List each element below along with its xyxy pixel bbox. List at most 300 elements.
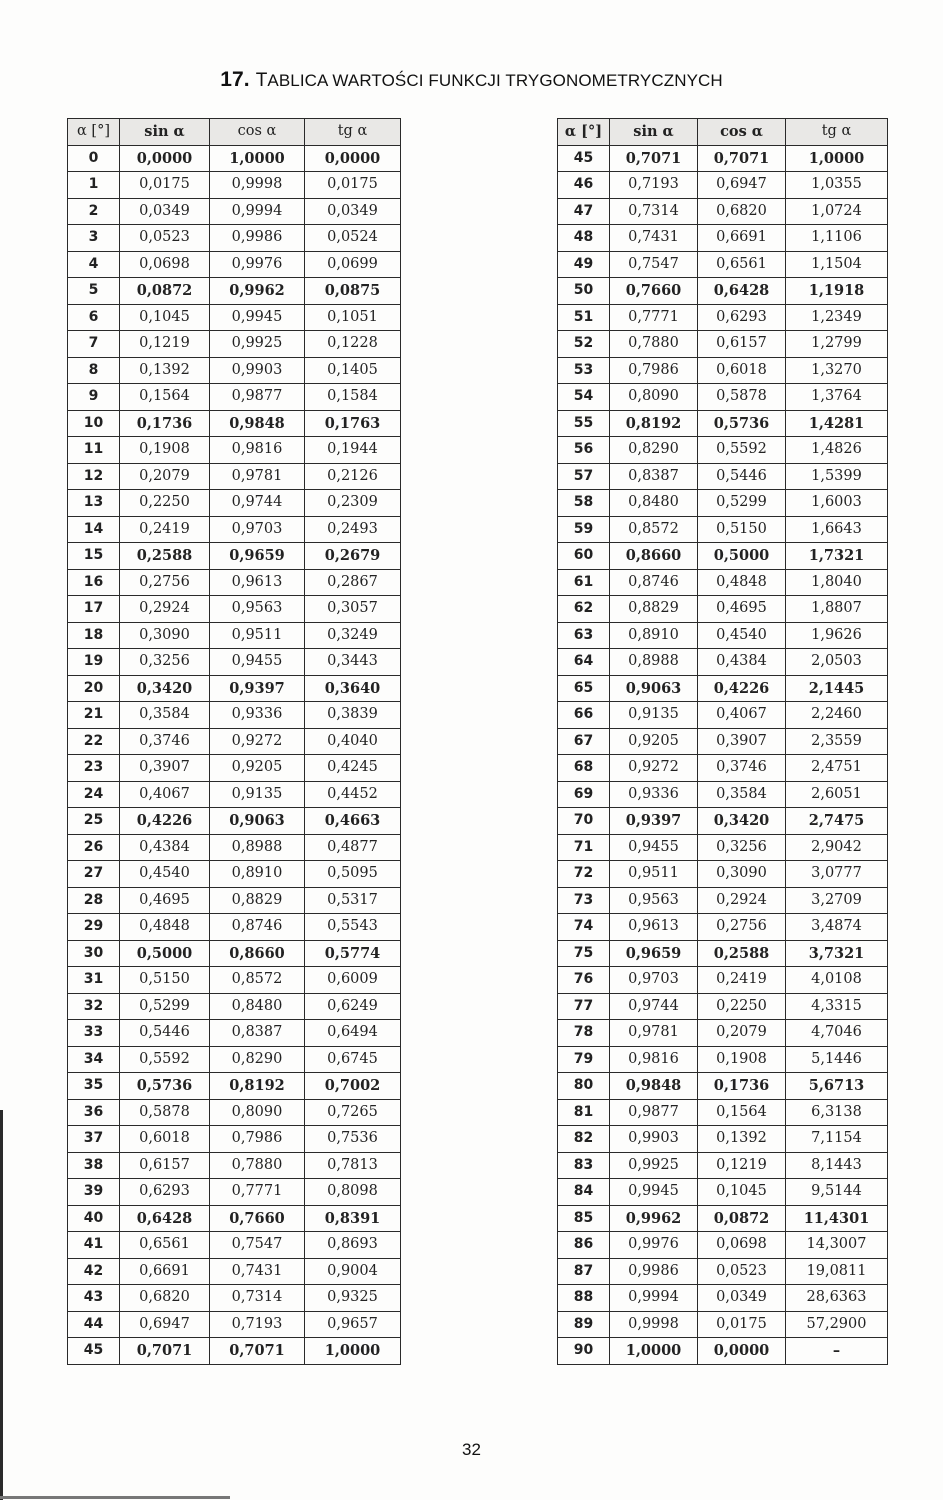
- sin-cell: 0,3746: [120, 728, 210, 755]
- sin-cell: 0,9511: [610, 861, 698, 888]
- tg-cell: 0,0349: [305, 198, 401, 225]
- cos-cell: 0,5446: [698, 463, 786, 490]
- tg-cell: 0,1584: [305, 384, 401, 411]
- cos-cell: 0,9945: [210, 304, 305, 331]
- cos-cell: 0,4226: [698, 675, 786, 702]
- tg-cell: 0,3443: [305, 649, 401, 676]
- cos-cell: 0,8090: [210, 1099, 305, 1126]
- table-row: [68, 1152, 401, 1179]
- cos-cell: 0,5592: [698, 437, 786, 464]
- angle-cell: 67: [558, 728, 610, 755]
- tg-cell: 1,6003: [786, 490, 888, 517]
- tg-cell: 3,0777: [786, 861, 888, 888]
- angle-cell: 59: [558, 516, 610, 543]
- cos-cell: 0,2924: [698, 887, 786, 914]
- cos-cell: 0,7314: [210, 1285, 305, 1312]
- tg-cell: –: [786, 1338, 888, 1365]
- table-row: [558, 172, 888, 199]
- tg-cell: 0,9325: [305, 1285, 401, 1312]
- table-row: [558, 1099, 888, 1126]
- tg-cell: 1,4826: [786, 437, 888, 464]
- sin-cell: 0,9877: [610, 1099, 698, 1126]
- table-header-row: [68, 119, 401, 146]
- table-row: [558, 781, 888, 808]
- sin-cell: 0,3584: [120, 702, 210, 729]
- tg-cell: 0,6494: [305, 1020, 401, 1047]
- tg-cell: 0,8693: [305, 1232, 401, 1259]
- cos-cell: 0,3907: [698, 728, 786, 755]
- table-row: [68, 1311, 401, 1338]
- tg-cell: 0,9004: [305, 1258, 401, 1285]
- angle-cell: 53: [558, 357, 610, 384]
- cos-cell: 0,4695: [698, 596, 786, 623]
- cos-cell: 0,7660: [210, 1205, 305, 1232]
- table-row: [558, 304, 888, 331]
- sin-cell: 0,9781: [610, 1020, 698, 1047]
- table-row: [68, 1179, 401, 1206]
- header-sin: sin α: [610, 119, 698, 146]
- sin-cell: 0,3256: [120, 649, 210, 676]
- tg-cell: 4,3315: [786, 993, 888, 1020]
- table-row: [558, 967, 888, 994]
- table-row: [68, 675, 401, 702]
- sin-cell: 0,7660: [610, 278, 698, 305]
- sin-cell: 0,5000: [120, 940, 210, 967]
- cos-cell: 0,5299: [698, 490, 786, 517]
- cos-cell: 0,8192: [210, 1073, 305, 1100]
- angle-cell: 10: [68, 410, 120, 437]
- cos-cell: 0,0698: [698, 1232, 786, 1259]
- tg-cell: 9,5144: [786, 1179, 888, 1206]
- angle-cell: 70: [558, 808, 610, 835]
- angle-cell: 21: [68, 702, 120, 729]
- sin-cell: 0,1045: [120, 304, 210, 331]
- cos-cell: 0,5150: [698, 516, 786, 543]
- tg-cell: 0,0000: [305, 145, 401, 172]
- angle-cell: 27: [68, 861, 120, 888]
- tg-cell: 7,1154: [786, 1126, 888, 1153]
- cos-cell: 0,9998: [210, 172, 305, 199]
- table-row: [558, 1020, 888, 1047]
- cos-cell: 0,8290: [210, 1046, 305, 1073]
- tg-cell: 1,9626: [786, 622, 888, 649]
- sin-cell: 0,9994: [610, 1285, 698, 1312]
- tg-cell: 0,0875: [305, 278, 401, 305]
- cos-cell: 1,0000: [210, 145, 305, 172]
- table-row: [68, 1020, 401, 1047]
- cos-cell: 0,9205: [210, 755, 305, 782]
- table-row: [558, 1179, 888, 1206]
- angle-cell: 69: [558, 781, 610, 808]
- header-cos: cos α: [210, 119, 305, 146]
- sin-cell: 0,9563: [610, 887, 698, 914]
- angle-cell: 61: [558, 569, 610, 596]
- sin-cell: 0,2924: [120, 596, 210, 623]
- cos-cell: 0,3090: [698, 861, 786, 888]
- sin-cell: 0,8290: [610, 437, 698, 464]
- table-row: [68, 781, 401, 808]
- sin-cell: 0,9986: [610, 1258, 698, 1285]
- tg-cell: 1,8040: [786, 569, 888, 596]
- sin-cell: 0,9848: [610, 1073, 698, 1100]
- cos-cell: 0,9903: [210, 357, 305, 384]
- tg-cell: 0,2126: [305, 463, 401, 490]
- angle-cell: 42: [68, 1258, 120, 1285]
- table-row: [68, 384, 401, 411]
- tg-cell: 0,7536: [305, 1126, 401, 1153]
- table-row: [558, 702, 888, 729]
- table-row: [558, 1073, 888, 1100]
- angle-cell: 33: [68, 1020, 120, 1047]
- tg-cell: 0,0699: [305, 251, 401, 278]
- sin-cell: 0,2419: [120, 516, 210, 543]
- tg-cell: 2,4751: [786, 755, 888, 782]
- sin-cell: 0,4067: [120, 781, 210, 808]
- tg-cell: 2,0503: [786, 649, 888, 676]
- sin-cell: 0,2079: [120, 463, 210, 490]
- table-row: [68, 596, 401, 623]
- cos-cell: 0,2079: [698, 1020, 786, 1047]
- table-row: [558, 1046, 888, 1073]
- angle-cell: 55: [558, 410, 610, 437]
- tg-cell: 0,1763: [305, 410, 401, 437]
- sin-cell: 0,5736: [120, 1073, 210, 1100]
- tg-cell: 0,4877: [305, 834, 401, 861]
- tg-cell: 1,4281: [786, 410, 888, 437]
- table-row: [68, 569, 401, 596]
- cos-cell: 0,9272: [210, 728, 305, 755]
- cos-cell: 0,1219: [698, 1152, 786, 1179]
- table-row: [558, 1285, 888, 1312]
- sin-cell: 0,7880: [610, 331, 698, 358]
- angle-cell: 77: [558, 993, 610, 1020]
- cos-cell: 0,6293: [698, 304, 786, 331]
- sin-cell: 0,7314: [610, 198, 698, 225]
- table-row: [68, 516, 401, 543]
- tg-cell: 0,3839: [305, 702, 401, 729]
- table-row: [68, 278, 401, 305]
- cos-cell: 0,7431: [210, 1258, 305, 1285]
- tg-cell: 0,1944: [305, 437, 401, 464]
- angle-cell: 35: [68, 1073, 120, 1100]
- sin-cell: 0,7071: [120, 1338, 210, 1365]
- header-sin: sin α: [120, 119, 210, 146]
- cos-cell: 0,9877: [210, 384, 305, 411]
- sin-cell: 0,9455: [610, 834, 698, 861]
- cos-cell: 0,9703: [210, 516, 305, 543]
- table-row: [68, 410, 401, 437]
- sin-cell: 0,2250: [120, 490, 210, 517]
- sin-cell: 0,0349: [120, 198, 210, 225]
- tg-cell: 1,1106: [786, 225, 888, 252]
- sin-cell: 0,2588: [120, 543, 210, 570]
- table-row: [558, 543, 888, 570]
- angle-cell: 80: [558, 1073, 610, 1100]
- angle-cell: 36: [68, 1099, 120, 1126]
- table-row: [68, 967, 401, 994]
- cos-cell: 0,8988: [210, 834, 305, 861]
- angle-cell: 2: [68, 198, 120, 225]
- sin-cell: 0,9976: [610, 1232, 698, 1259]
- sin-cell: 0,1219: [120, 331, 210, 358]
- angle-cell: 29: [68, 914, 120, 941]
- table-row: [558, 596, 888, 623]
- tg-cell: 11,4301: [786, 1205, 888, 1232]
- header-angle: α [°]: [558, 119, 610, 146]
- cos-cell: 0,9336: [210, 702, 305, 729]
- cos-cell: 0,7880: [210, 1152, 305, 1179]
- tg-cell: 4,0108: [786, 967, 888, 994]
- sin-cell: 0,3420: [120, 675, 210, 702]
- cos-cell: 0,9063: [210, 808, 305, 835]
- sin-cell: 0,5446: [120, 1020, 210, 1047]
- tg-cell: 0,2309: [305, 490, 401, 517]
- tg-cell: 0,0175: [305, 172, 401, 199]
- header-angle: α [°]: [68, 119, 120, 146]
- table-row: [558, 1258, 888, 1285]
- angle-cell: 39: [68, 1179, 120, 1206]
- angle-cell: 73: [558, 887, 610, 914]
- angle-cell: 16: [68, 569, 120, 596]
- tg-cell: 0,8391: [305, 1205, 401, 1232]
- angle-cell: 79: [558, 1046, 610, 1073]
- sin-cell: 0,6691: [120, 1258, 210, 1285]
- sin-cell: 0,3907: [120, 755, 210, 782]
- angle-cell: 9: [68, 384, 120, 411]
- table-row: [68, 331, 401, 358]
- tg-cell: 2,3559: [786, 728, 888, 755]
- cos-cell: 0,9455: [210, 649, 305, 676]
- angle-cell: 41: [68, 1232, 120, 1259]
- sin-cell: 0,8660: [610, 543, 698, 570]
- table-row: [558, 198, 888, 225]
- cos-cell: 0,4384: [698, 649, 786, 676]
- table-row: [558, 755, 888, 782]
- table-row: [68, 702, 401, 729]
- tg-cell: 3,2709: [786, 887, 888, 914]
- table-row: [68, 914, 401, 941]
- tg-cell: 0,2679: [305, 543, 401, 570]
- table-row: [558, 887, 888, 914]
- cos-cell: 0,0000: [698, 1338, 786, 1365]
- tg-cell: 14,3007: [786, 1232, 888, 1259]
- cos-cell: 0,8746: [210, 914, 305, 941]
- tg-cell: 0,4452: [305, 781, 401, 808]
- angle-cell: 89: [558, 1311, 610, 1338]
- table-row: [558, 569, 888, 596]
- angle-cell: 62: [558, 596, 610, 623]
- table-row: [558, 463, 888, 490]
- sin-cell: 0,6947: [120, 1311, 210, 1338]
- tg-cell: 2,1445: [786, 675, 888, 702]
- cos-cell: 0,6428: [698, 278, 786, 305]
- sin-cell: 0,8192: [610, 410, 698, 437]
- cos-cell: 0,2250: [698, 993, 786, 1020]
- sin-cell: 0,1908: [120, 437, 210, 464]
- tg-cell: 0,8098: [305, 1179, 401, 1206]
- tg-cell: 1,0724: [786, 198, 888, 225]
- tg-cell: 0,1405: [305, 357, 401, 384]
- sin-cell: 0,5150: [120, 967, 210, 994]
- cos-cell: 0,9848: [210, 410, 305, 437]
- table-row: [68, 834, 401, 861]
- sin-cell: 0,8829: [610, 596, 698, 623]
- table-row: [68, 145, 401, 172]
- angle-cell: 7: [68, 331, 120, 358]
- tg-cell: 0,3057: [305, 596, 401, 623]
- angle-cell: 57: [558, 463, 610, 490]
- table-row: [68, 490, 401, 517]
- angle-cell: 11: [68, 437, 120, 464]
- sin-cell: 0,0872: [120, 278, 210, 305]
- cos-cell: 0,9511: [210, 622, 305, 649]
- angle-cell: 28: [68, 887, 120, 914]
- sin-cell: 0,9945: [610, 1179, 698, 1206]
- angle-cell: 75: [558, 940, 610, 967]
- tg-cell: 28,6363: [786, 1285, 888, 1312]
- sin-cell: 0,7771: [610, 304, 698, 331]
- angle-cell: 17: [68, 596, 120, 623]
- sin-cell: 0,1564: [120, 384, 210, 411]
- tg-cell: 5,6713: [786, 1073, 888, 1100]
- cos-cell: 0,8829: [210, 887, 305, 914]
- angle-cell: 46: [558, 172, 610, 199]
- cos-cell: 0,1045: [698, 1179, 786, 1206]
- cos-cell: 0,6820: [698, 198, 786, 225]
- angle-cell: 47: [558, 198, 610, 225]
- table-row: [558, 1126, 888, 1153]
- angle-cell: 87: [558, 1258, 610, 1285]
- cos-cell: 0,3746: [698, 755, 786, 782]
- cos-cell: 0,7771: [210, 1179, 305, 1206]
- tg-cell: 0,6009: [305, 967, 401, 994]
- cos-cell: 0,4067: [698, 702, 786, 729]
- cos-cell: 0,9613: [210, 569, 305, 596]
- table-row: [68, 1338, 401, 1365]
- angle-cell: 19: [68, 649, 120, 676]
- table-row: [558, 278, 888, 305]
- tg-cell: 0,5095: [305, 861, 401, 888]
- table-row: [68, 172, 401, 199]
- cos-cell: 0,2419: [698, 967, 786, 994]
- tg-cell: 0,6249: [305, 993, 401, 1020]
- angle-cell: 25: [68, 808, 120, 835]
- angle-cell: 50: [558, 278, 610, 305]
- cos-cell: 0,7547: [210, 1232, 305, 1259]
- tg-cell: 0,0524: [305, 225, 401, 252]
- table-row: [68, 1073, 401, 1100]
- sin-cell: 0,7071: [610, 145, 698, 172]
- cos-cell: 0,9925: [210, 331, 305, 358]
- sin-cell: 0,8480: [610, 490, 698, 517]
- sin-cell: 0,0000: [120, 145, 210, 172]
- table-row: [558, 834, 888, 861]
- sin-cell: 0,0175: [120, 172, 210, 199]
- sin-cell: 0,9925: [610, 1152, 698, 1179]
- tg-cell: 5,1446: [786, 1046, 888, 1073]
- angle-cell: 76: [558, 967, 610, 994]
- tg-cell: 0,1228: [305, 331, 401, 358]
- sin-cell: 0,8090: [610, 384, 698, 411]
- angle-cell: 14: [68, 516, 120, 543]
- angle-cell: 8: [68, 357, 120, 384]
- angle-cell: 81: [558, 1099, 610, 1126]
- table-row: [558, 993, 888, 1020]
- tg-cell: 0,5317: [305, 887, 401, 914]
- cos-cell: 0,9659: [210, 543, 305, 570]
- angle-cell: 18: [68, 622, 120, 649]
- cos-cell: 0,6947: [698, 172, 786, 199]
- tg-cell: 2,2460: [786, 702, 888, 729]
- cos-cell: 0,7193: [210, 1311, 305, 1338]
- sin-cell: 0,5592: [120, 1046, 210, 1073]
- angle-cell: 22: [68, 728, 120, 755]
- angle-cell: 4: [68, 251, 120, 278]
- table-row: [558, 1205, 888, 1232]
- angle-cell: 54: [558, 384, 610, 411]
- table-row: [558, 331, 888, 358]
- sin-cell: 0,0698: [120, 251, 210, 278]
- sin-cell: 0,5878: [120, 1099, 210, 1126]
- cos-cell: 0,5000: [698, 543, 786, 570]
- tg-cell: 1,3764: [786, 384, 888, 411]
- tg-cell: 1,7321: [786, 543, 888, 570]
- tg-cell: 0,7265: [305, 1099, 401, 1126]
- tg-cell: 1,1504: [786, 251, 888, 278]
- sin-cell: 0,4695: [120, 887, 210, 914]
- tg-cell: 1,0000: [305, 1338, 401, 1365]
- cos-cell: 0,6691: [698, 225, 786, 252]
- cos-cell: 0,8480: [210, 993, 305, 1020]
- tg-cell: 0,1051: [305, 304, 401, 331]
- cos-cell: 0,5878: [698, 384, 786, 411]
- tg-cell: 1,2349: [786, 304, 888, 331]
- sin-cell: 0,8988: [610, 649, 698, 676]
- angle-cell: 65: [558, 675, 610, 702]
- angle-cell: 20: [68, 675, 120, 702]
- tg-cell: 1,6643: [786, 516, 888, 543]
- cos-cell: 0,6018: [698, 357, 786, 384]
- table-row: [68, 1099, 401, 1126]
- table-row: [558, 808, 888, 835]
- cos-cell: 0,9135: [210, 781, 305, 808]
- angle-cell: 45: [558, 145, 610, 172]
- sin-cell: 0,8746: [610, 569, 698, 596]
- cos-cell: 0,7986: [210, 1126, 305, 1153]
- table-row: [68, 728, 401, 755]
- section-number: 17.: [220, 68, 250, 91]
- tg-cell: 0,3640: [305, 675, 401, 702]
- sin-cell: 0,7547: [610, 251, 698, 278]
- tg-cell: 0,7813: [305, 1152, 401, 1179]
- angle-cell: 15: [68, 543, 120, 570]
- angle-cell: 85: [558, 1205, 610, 1232]
- cos-cell: 0,1564: [698, 1099, 786, 1126]
- table-row: [558, 516, 888, 543]
- angle-cell: 0: [68, 145, 120, 172]
- cos-cell: 0,0523: [698, 1258, 786, 1285]
- table-row: [68, 649, 401, 676]
- sin-cell: 0,9903: [610, 1126, 698, 1153]
- table-row: [68, 1232, 401, 1259]
- angle-cell: 86: [558, 1232, 610, 1259]
- cos-cell: 0,8387: [210, 1020, 305, 1047]
- tg-cell: 0,9657: [305, 1311, 401, 1338]
- table-row: [68, 198, 401, 225]
- sin-cell: 0,1392: [120, 357, 210, 384]
- cos-cell: 0,1908: [698, 1046, 786, 1073]
- table-row: [68, 225, 401, 252]
